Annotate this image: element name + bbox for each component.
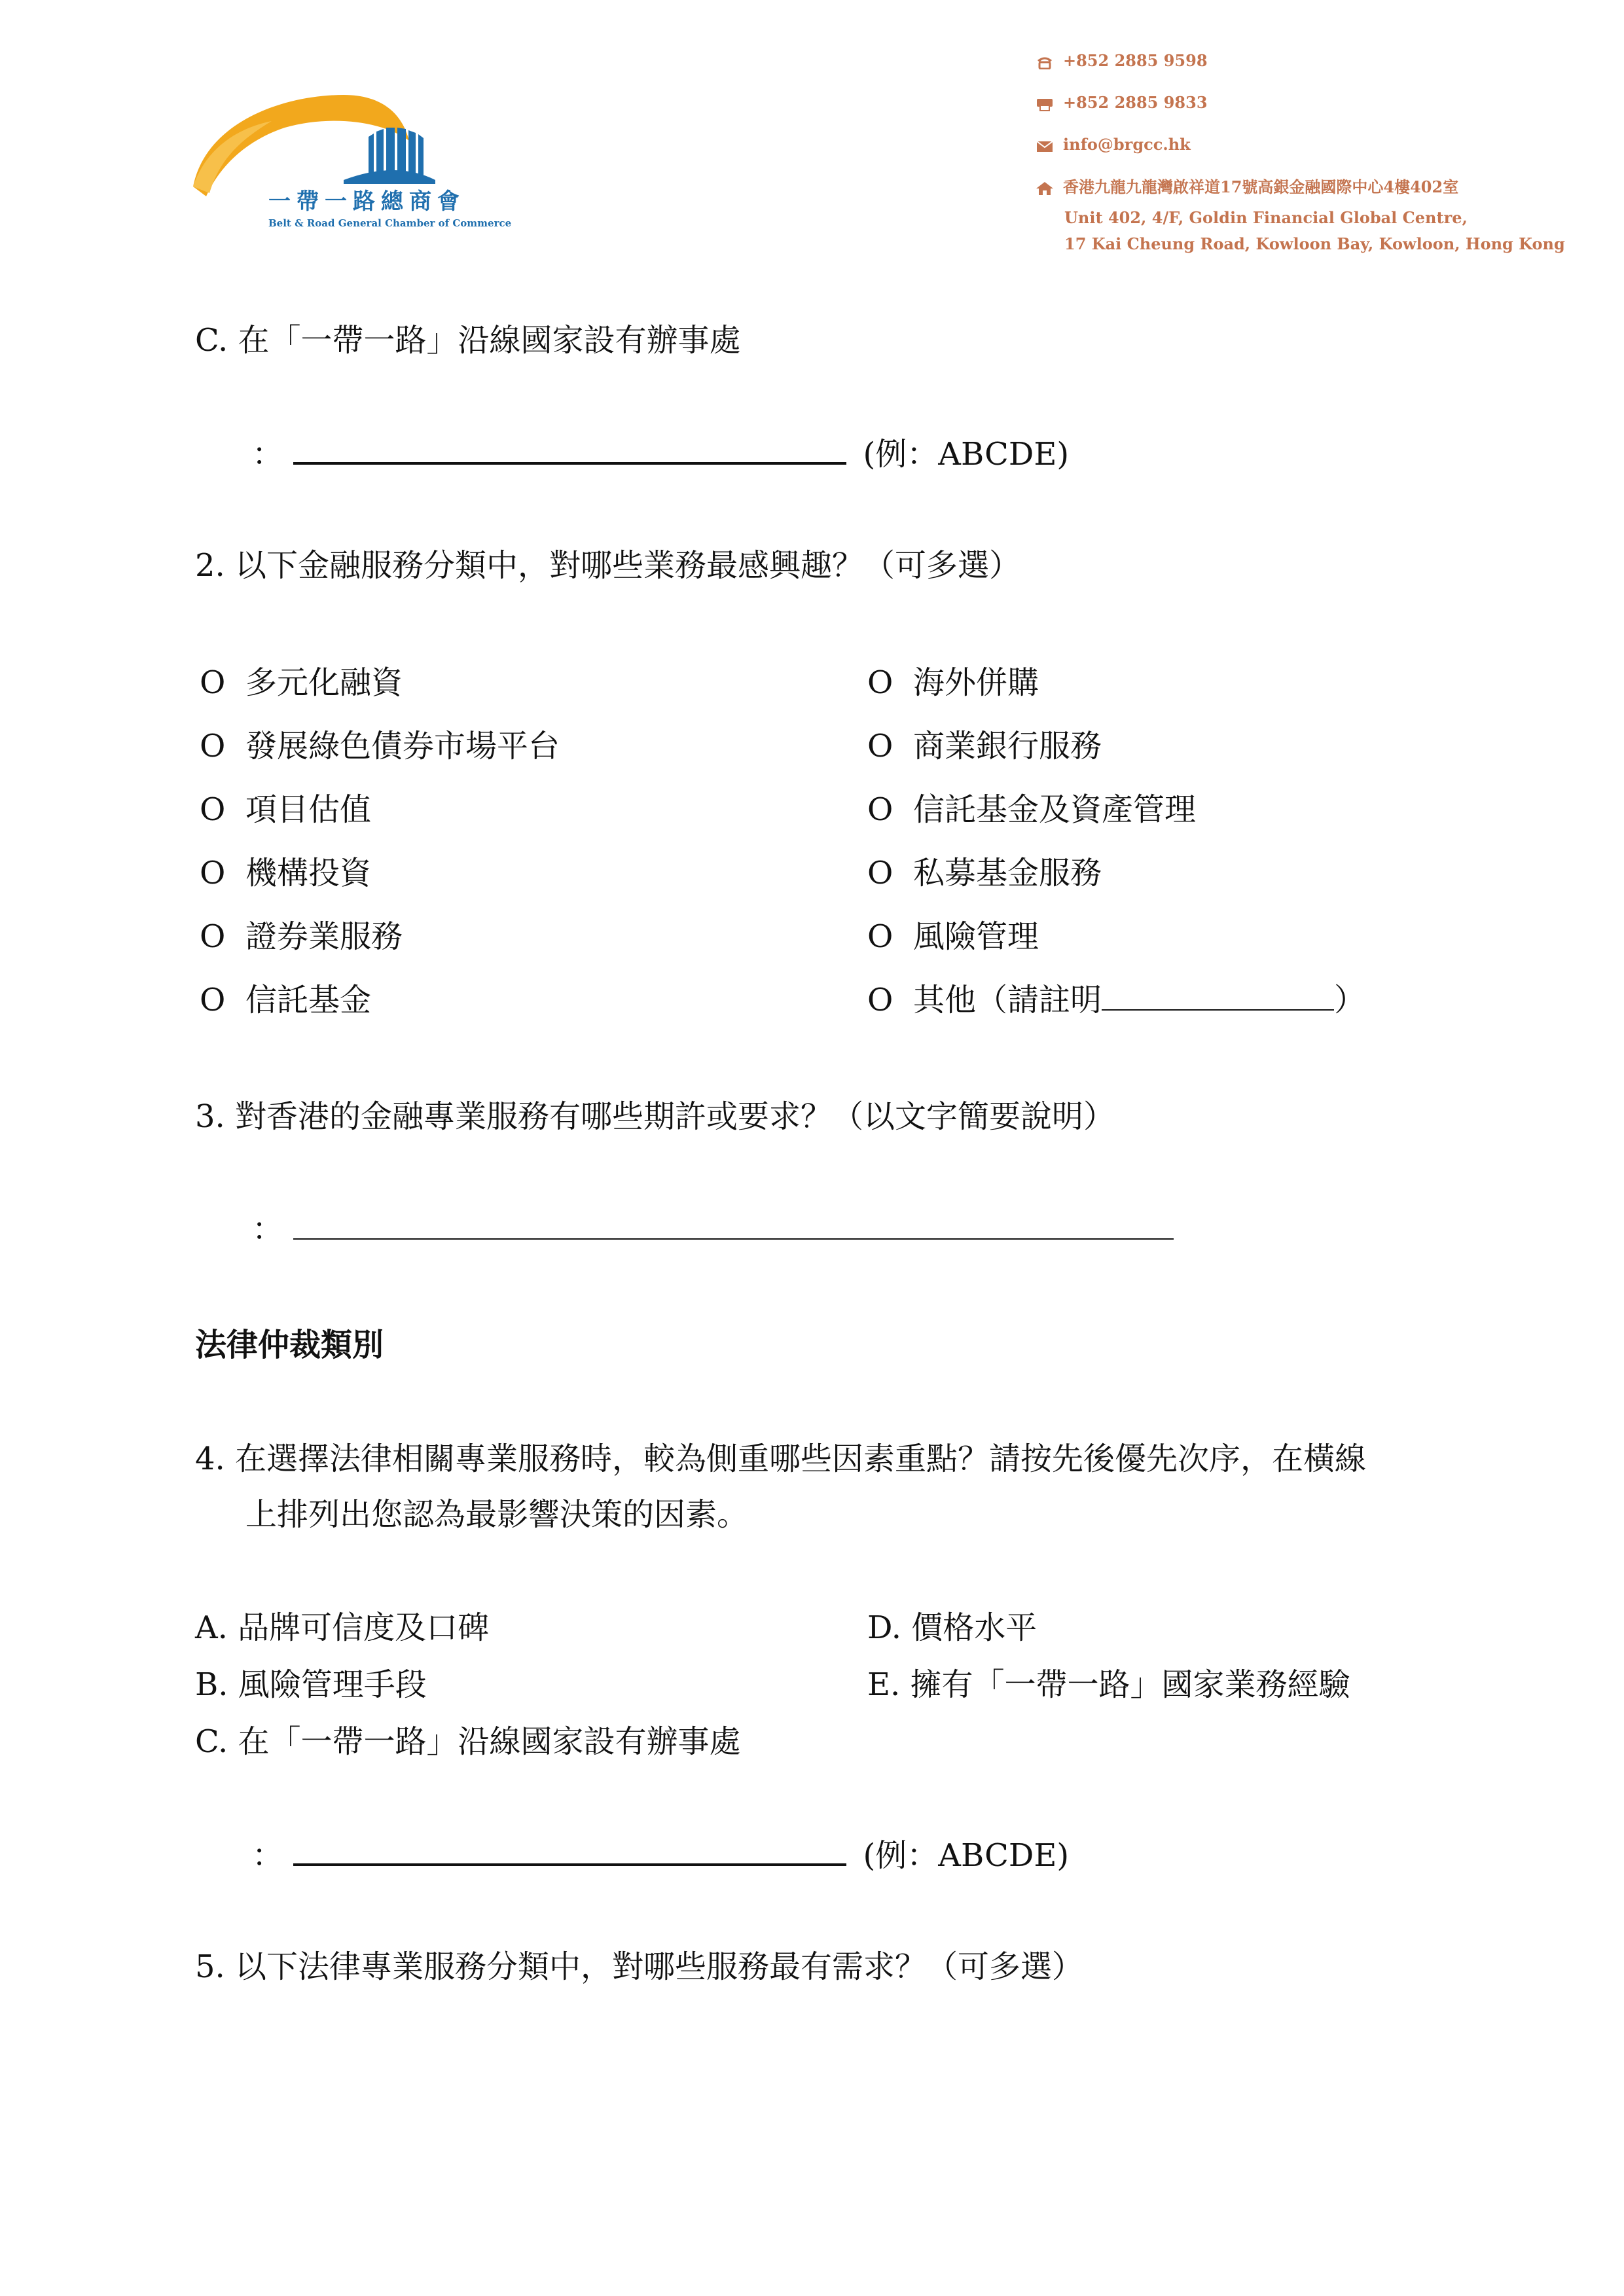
option-close: ） [1334, 982, 1366, 1018]
q4-option-a: A. 品牌可信度及口碑 [195, 1609, 490, 1646]
q4-option-d: D. 價格水平 [867, 1609, 1038, 1646]
option-label: 機構投資 [245, 855, 372, 891]
q2-text: 2. 以下金融服務分類中，對哪些業務最感興趣？（可多選） [195, 547, 1021, 584]
q2-option-left-2[interactable] [200, 790, 371, 829]
option-marker: O [200, 918, 226, 955]
option-marker: O [200, 728, 226, 764]
option-marker: O [867, 855, 893, 891]
q3-answer-line[interactable] [293, 1210, 1174, 1240]
logo [187, 82, 553, 242]
q3-text: 3. 對香港的金融專業服務有哪些期許或要求？（以文字簡要說明） [195, 1098, 1115, 1135]
option-label: 多元化融資 [245, 664, 403, 701]
q4-answer-row [252, 1835, 1069, 1875]
q2-option-left-0[interactable] [200, 663, 403, 702]
logo-name-cn: 一帶一路總商會 [268, 188, 465, 215]
contact-phone: +852 2885 9598 [1036, 51, 1208, 71]
option-label: 商業銀行服務 [913, 728, 1102, 764]
mail-icon [1036, 139, 1054, 153]
q2-option-right-1[interactable] [867, 726, 1102, 766]
q2-other-input-line[interactable] [1102, 980, 1334, 1011]
q4-answer-line[interactable] [293, 1835, 846, 1866]
contact-address-cn: 香港九龍九龍灣啟祥道17號高銀金融國際中心4樓402室 [1036, 177, 1458, 197]
q2-option-left-5[interactable] [200, 980, 371, 1020]
option-label: 其他（請註明 [913, 982, 1102, 1018]
option-label: 信託基金及資產管理 [913, 791, 1197, 828]
option-label: 證券業服務 [245, 918, 403, 955]
fax-icon [1036, 97, 1054, 111]
q4-text-line1: 4. 在選擇法律相關專業服務時，較為側重哪些因素重點？請按先後優先次序，在橫線 [195, 1441, 1367, 1477]
q4-answer-example: (例：ABCDE) [863, 1837, 1070, 1874]
logo-building [344, 128, 435, 184]
q2-option-right-4[interactable] [867, 917, 1039, 956]
top-answer-row [252, 433, 1069, 474]
q3-answer-row [252, 1210, 1174, 1249]
q2-option-right-2[interactable] [867, 790, 1196, 829]
q4-option-c: C. 在「一帶一路」沿線國家設有辦事處 [195, 1723, 741, 1760]
phone-icon [1036, 55, 1054, 69]
option-label: 海外併購 [913, 664, 1039, 701]
option-marker: O [200, 664, 226, 701]
q4-option-b: B. 風險管理手段 [195, 1666, 427, 1703]
top-answer-prefix: ： [252, 436, 284, 473]
home-icon [1036, 181, 1054, 196]
contact-fax: +852 2885 9833 [1036, 93, 1208, 113]
option-marker: O [867, 728, 893, 764]
q2-option-left-4[interactable] [200, 917, 403, 956]
option-marker: O [867, 918, 893, 955]
logo-name-en: Belt & Road General Chamber of Commerce [268, 217, 512, 229]
option-marker: O [200, 855, 226, 891]
option-label: 發展綠色債券市場平台 [245, 728, 560, 764]
q2-option-right-0[interactable] [867, 663, 1039, 702]
q4-answer-prefix: ： [252, 1837, 284, 1874]
contact-address-en-2: 17 Kai Cheung Road, Kowloon Bay, Kowloon, Hong Kong [1064, 234, 1565, 253]
option-label: 信託基金 [245, 982, 372, 1018]
contact-address-en-1: Unit 402, 4/F, Goldin Financial Global Centre, [1064, 208, 1468, 227]
q4-text-line2: 上排列出您認為最影響決策的因素。 [245, 1496, 749, 1533]
option-marker: O [200, 791, 226, 828]
option-label: 項目估值 [245, 791, 372, 828]
option-marker: O [867, 791, 893, 828]
option-label: 風險管理 [913, 918, 1039, 955]
option-marker: O [867, 982, 893, 1018]
q3-answer-prefix: ： [252, 1211, 284, 1247]
contact-email: info@brgcc.hk [1036, 135, 1191, 154]
q5-text: 5. 以下法律專業服務分類中，對哪些服務最有需求？（可多選） [195, 1948, 1084, 1985]
section-title-legal: 法律仲裁類別 [195, 1327, 384, 1363]
q2-option-right-3[interactable] [867, 853, 1102, 893]
q2-option-left-1[interactable] [200, 726, 560, 766]
option-marker: O [200, 982, 226, 1018]
q2-option-left-3[interactable] [200, 853, 371, 893]
top-answer-line[interactable] [293, 433, 846, 465]
top-option-c: C. 在「一帶一路」沿線國家設有辦事處 [195, 322, 741, 359]
option-marker: O [867, 664, 893, 701]
q2-option-other[interactable] [867, 980, 1365, 1020]
top-answer-example: (例：ABCDE) [863, 436, 1070, 473]
option-label: 私募基金服務 [913, 855, 1102, 891]
q4-option-e: E. 擁有「一帶一路」國家業務經驗 [867, 1666, 1350, 1703]
